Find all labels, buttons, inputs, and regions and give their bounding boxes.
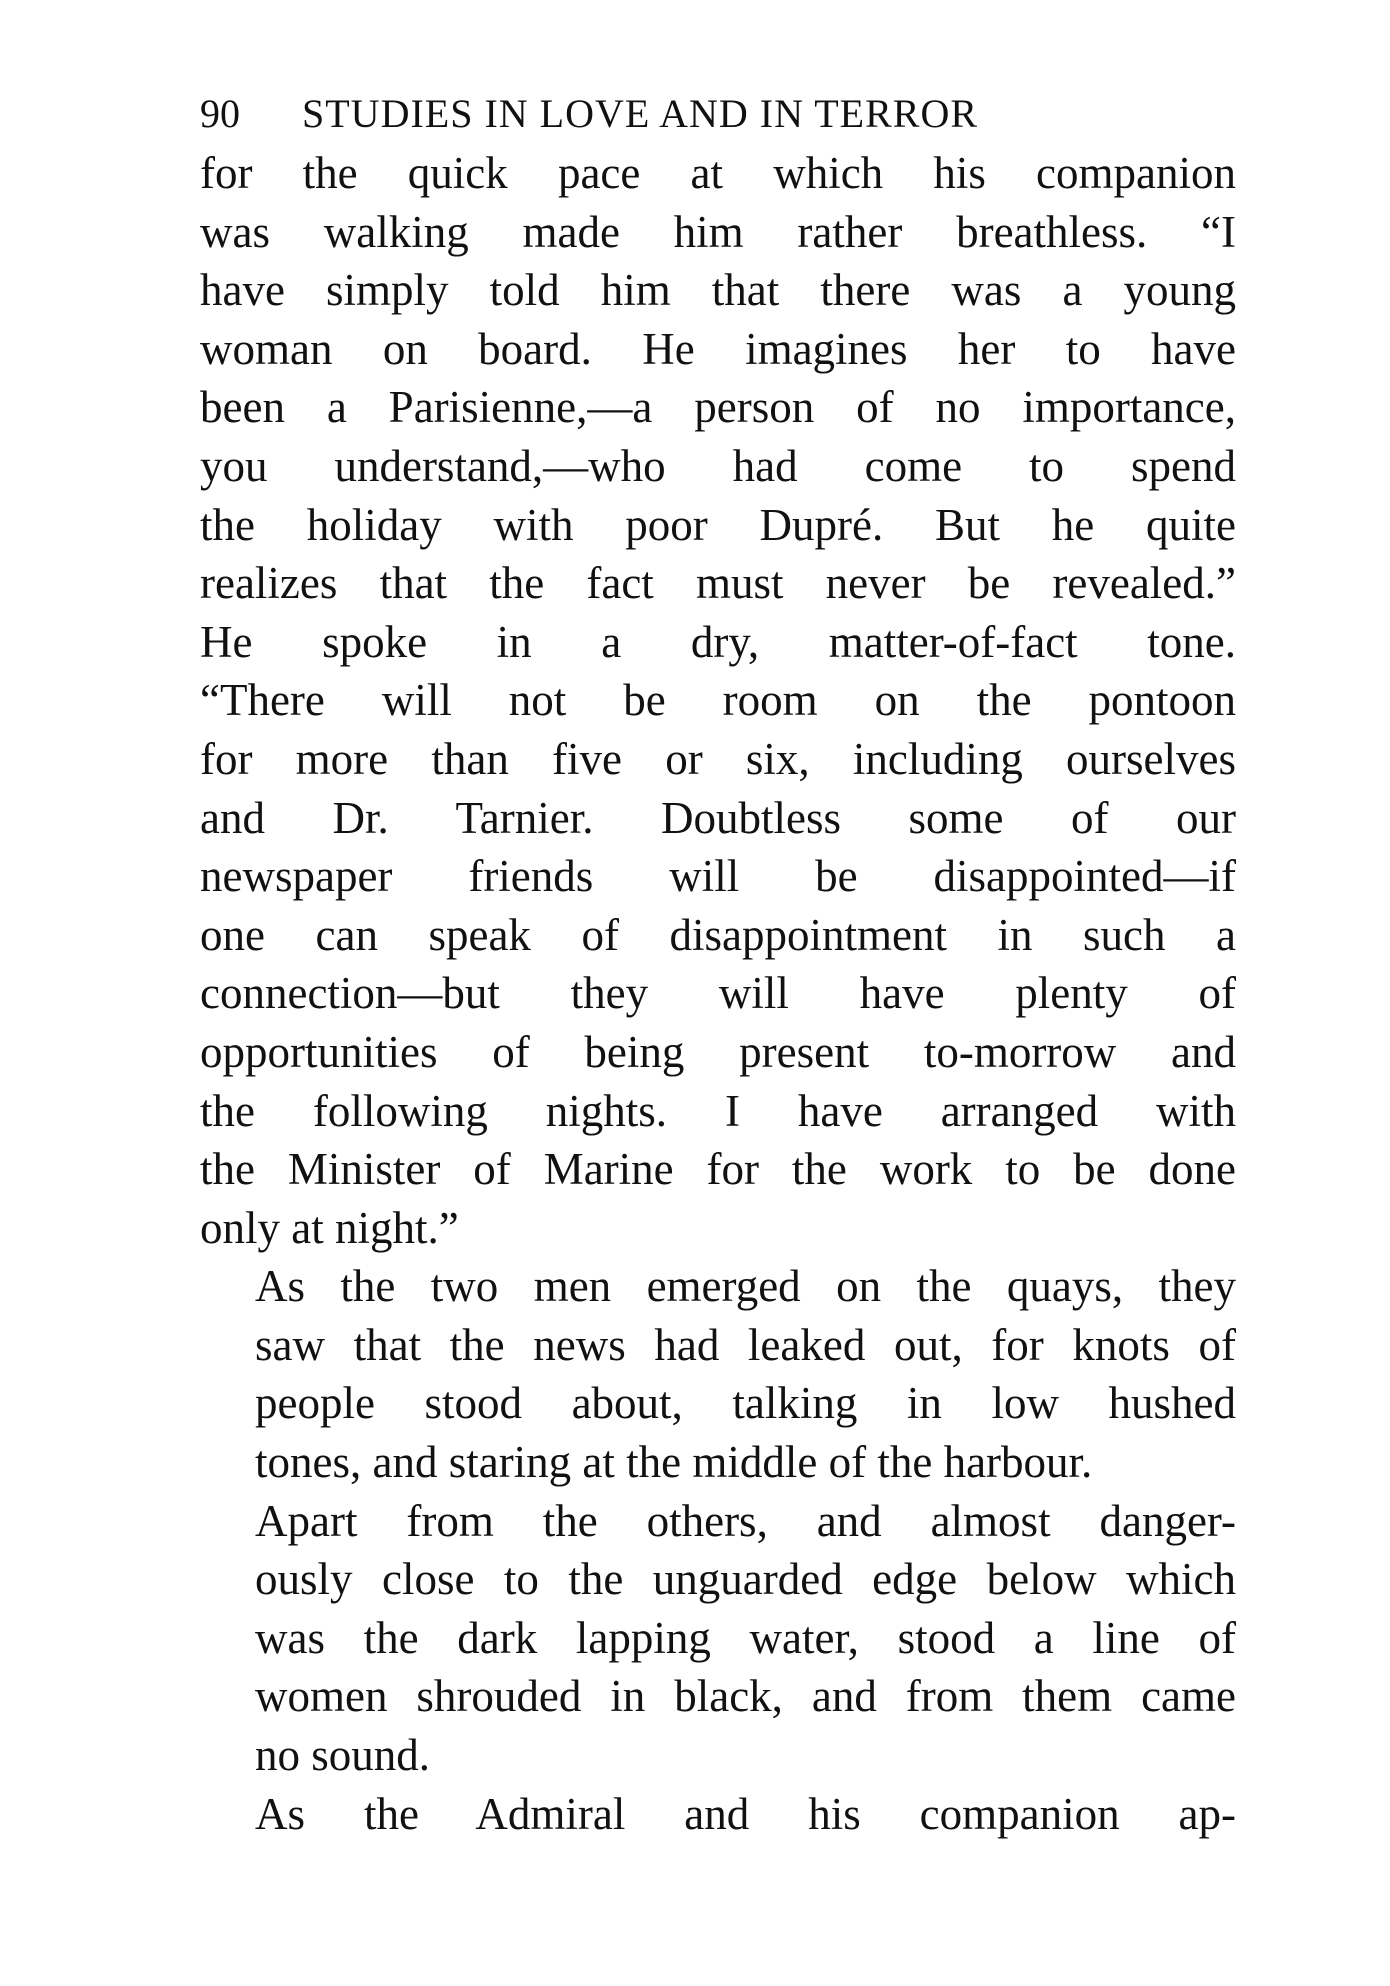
book-page (200, 88, 1236, 1843)
text-line: Apart from the others, and almost danger- (255, 1495, 1236, 1546)
text-line: “There will not be room on the pontoon (200, 675, 1236, 726)
text-line: for more than five or six, including ourselves (200, 733, 1236, 784)
text-line: people stood about, talking in low hushed (255, 1378, 1236, 1429)
text-line: was walking made him rather breathless. “I (200, 206, 1236, 257)
text-line: the Minister of Marine for the work to be done (200, 1144, 1236, 1195)
text-line: opportunities of being present to-morrow and (200, 1026, 1236, 1077)
text-line: the following nights. I have arranged with (200, 1085, 1236, 1136)
text-line: He spoke in a dry, matter-of-fact tone. (200, 616, 1236, 667)
paragraph (200, 1785, 1236, 1844)
paragraph (200, 1257, 1236, 1491)
text-line: the holiday with poor Dupré. But he quite (200, 499, 1236, 550)
text-line: and Dr. Tarnier. Doubtless some of our (200, 792, 1236, 843)
paragraph (200, 144, 1236, 1257)
text-line: women shrouded in black, and from them came (255, 1671, 1236, 1722)
text-line: saw that the news had leaked out, for knots of (255, 1319, 1236, 1370)
text-line: ously close to the unguarded edge below which (255, 1554, 1236, 1605)
running-head (200, 88, 1236, 140)
text-line: As the Admiral and his companion ap- (255, 1788, 1236, 1839)
text-line: connection—but they will have plenty of (200, 968, 1236, 1019)
text-line: woman on board. He imagines her to have (200, 323, 1236, 374)
text-line: As the two men emerged on the quays, they (255, 1261, 1236, 1312)
text-line: tones, and staring at the middle of the harbour. (255, 1437, 1093, 1488)
text-line: have simply told him that there was a young (200, 265, 1236, 316)
text-line: been a Parisienne,—a person of no importance, (200, 382, 1236, 433)
text-line: realizes that the fact must never be revealed.” (200, 558, 1236, 609)
text-line: you understand,—who had come to spend (200, 440, 1236, 491)
text-line: for the quick pace at which his companion (200, 148, 1236, 198)
text-line: was the dark lapping water, stood a line of (255, 1612, 1236, 1663)
page-number: 90 (200, 91, 240, 136)
text-line: no sound. (255, 1730, 431, 1781)
text-line: one can speak of disappointment in such a (200, 909, 1236, 960)
paragraph (200, 1492, 1236, 1785)
running-head-title: STUDIES IN LOVE AND IN TERROR (302, 91, 979, 136)
text-line: only at night.” (200, 1202, 459, 1253)
body-text (200, 144, 1236, 1843)
text-line: newspaper friends will be disappointed—if (200, 851, 1236, 902)
